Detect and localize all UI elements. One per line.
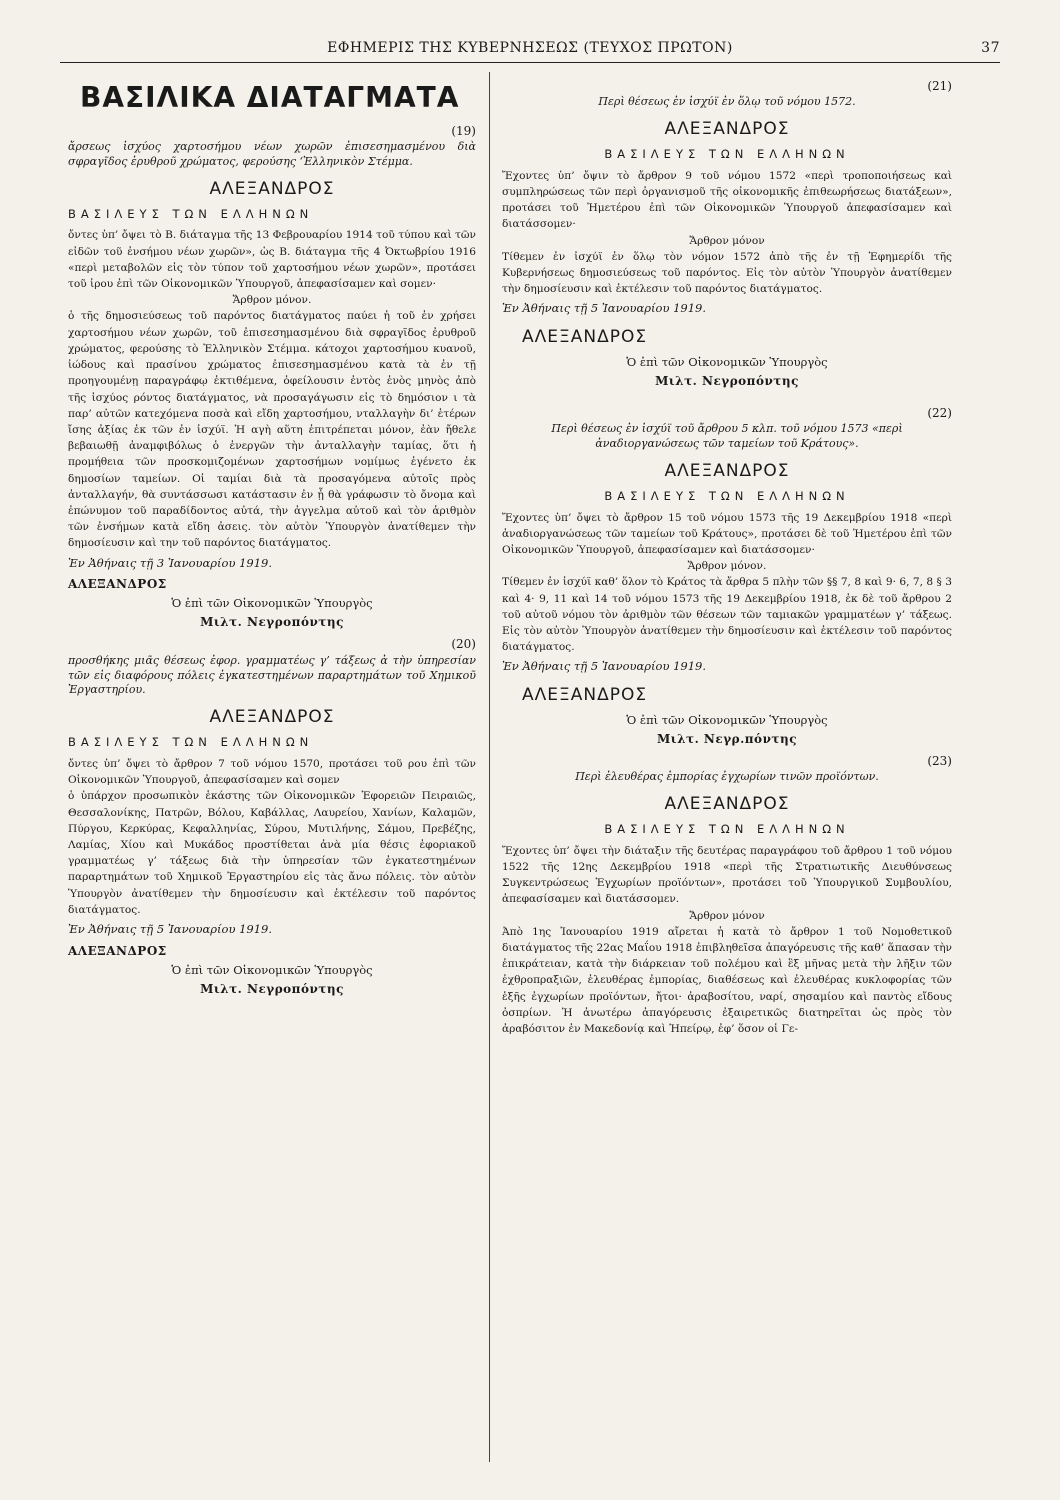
- decree-subject: Περὶ θέσεως ἐν ἰσχύϊ ἐν ὅλῳ τοῦ νόμου 1572.: [598, 95, 856, 109]
- decree-subject: Περὶ θέσεως ἐν ἰσχύϊ τοῦ ἄρθρου 5 κλπ. τοῦ νόμου 1573 «περὶ ἀναδιοργανώσεως τῶν ταμείων τοῦ Κράτους».: [551, 422, 903, 451]
- signature-king: ΑΛΕΞΑΝΔΡΟΣ: [522, 327, 648, 348]
- decree-body: Τίθεμεν ἐν ἰσχύϊ ἐν ὅλῳ τὸν νόμον 1572 ἀπὸ τῆς ἐν τῇ Ἐφημερίδι τῆς Κυβερνήσεως δημοσιεύσεως τοῦ παρόντος. Εἰς τὸν αὐτὸν Ὑπουργὸν ἀνατίθεμεν τὴν δημοσίευσιν καὶ ἐκτέλεσιν τοῦ παρόντος διατάγματος.: [502, 250, 952, 296]
- decree-preamble: ὄντες ὑπ’ ὄψει τὸ ἄρθρον 7 τοῦ νόμου 1570, προτάσει τοῦ ρου ἐπὶ τῶν Οἰκονομικῶν Ὑπουργοῦ, ἀπεφασίσαμεν καὶ σομεν: [68, 757, 476, 787]
- article-heading: Ἄρθρον μόνον: [689, 234, 765, 247]
- minister-name: Μιλτ. Νεγροπόντης: [200, 615, 344, 630]
- king-title: ΒΑΣΙΛΕΥΣ ΤΩΝ ΕΛΛΗΝΩΝ: [604, 822, 850, 837]
- decree-body: ὁ ὑπάρχον προσωπικὸν ἑκάστης τῶν Οἰκονομικῶν Ἐφορειῶν Πειραιῶς, Θεσσαλονίκης, Πατρῶν, Βόλου, Καβάλλας, Λαυρείου, Χανίων, Καλαμῶν, Πύργου, Κερκύρας, Κεφαλληνίας, Σύρου, Μυτιλήνης, Σάμου, Πρεβέζης, Λαμίας, Χίου καὶ Μυκάδος προστίθεται ἀνὰ μία θέσις ἐφοριακοῦ γραμματέως γ’ τάξεως διὰ τὴν ὑπηρεσίαν τῶν ἐγκατεστημένων παραρτημάτων τοῦ Χημικοῦ Ἐργαστηρίου εἰς τὰς ἄνω πόλεις. τὸν αὐτὸν Ὑπουργὸν ἀνατίθεμεν τὴν δημοσίευσιν καὶ ἐκτέλεσιν τοῦ παρόντος διατάγματος.: [68, 790, 476, 916]
- column-divider: [489, 72, 490, 1462]
- decree-number: (20): [451, 637, 476, 652]
- king-name: ΑΛΕΞΑΝΔΡΟΣ: [209, 707, 335, 728]
- article-heading: Ἄρθρον μόνον: [689, 909, 765, 922]
- decree-23: [502, 752, 952, 1037]
- king-title: ΒΑΣΙΛΕΥΣ ΤΩΝ ΕΛΛΗΝΩΝ: [604, 147, 850, 162]
- page-header: [60, 40, 1000, 63]
- decree-preamble: ὄντες ὑπ’ ὄψει τὸ Β. διάταγμα τῆς 13 Φεβρουαρίου 1914 τοῦ τύπου καὶ τῶν εἰδῶν τοῦ ἐνσήμου νέων χωρῶν», ὡς Β. διάταγμα τῆς 4 Ὀκτωβρίου 1916 «περὶ μεταβολῶν εἰς τὸν τύπον τοῦ χαρτοσήμου νέων χωρῶν», προτάσει τοῦ ἰρου ἐπὶ τῶν Οἰκονομικῶν Ὑπουργοῦ, ἀπεφασίσαμεν καὶ σομεν·: [68, 229, 476, 291]
- decree-body: Τίθεμεν ἐν ἰσχύϊ καθ’ ὅλον τὸ Κράτος τὰ ἄρθρα 5 πλὴν τῶν §§ 7, 8 καὶ 9· 6, 7, 8 § 3 καὶ 4· 9, 11 καὶ 14 τοῦ νόμου 1573 τῆς 19 Δεκεμβρίου 1918, ἐκ δὲ τοῦ ἄρθρου 2 τοῦ αὐτοῦ νόμου τὸν ἀριθμὸν τῶν θέσεων τῶν ταμιακῶν γραμματέων γ’ τάξεως. Εἰς τὸν αὐτὸν Ὑπουργὸν ἀνατίθεμεν τὴν δημοσίευσιν καὶ ἐκτέλεσιν τοῦ παρόντος διατάγματος.: [502, 576, 952, 654]
- decree-date: Ἐν Ἀθήναις τῇ 3 Ἰανουαρίου 1919.: [68, 555, 273, 570]
- minister-name: Μιλτ. Νεγροπόντης: [200, 981, 344, 996]
- minister-role: Ὁ ἐπὶ τῶν Οἰκονομικῶν Ὑπουργὸς: [171, 596, 373, 611]
- minister-role: Ὁ ἐπὶ τῶν Οἰκονομικῶν Ὑπουργὸς: [171, 962, 373, 977]
- decree-date: Ἐν Ἀθήναις τῇ 5 Ἰανουαρίου 1919.: [68, 921, 273, 936]
- king-title: ΒΑΣΙΛΕΥΣ ΤΩΝ ΕΛΛΗΝΩΝ: [68, 735, 314, 750]
- minister-role: Ὁ ἐπὶ τῶν Οἰκονομικῶν Ὑπουργὸς: [626, 355, 828, 370]
- king-name: ΑΛΕΞΑΝΔΡΟΣ: [664, 461, 790, 482]
- king-title: ΒΑΣΙΛΕΥΣ ΤΩΝ ΕΛΛΗΝΩΝ: [68, 206, 314, 221]
- decree-preamble: Ἔχοντες ὑπ’ ὄψει τὴν διάταξιν τῆς δευτέρας παραγράφου τοῦ ἄρθρου 1 τοῦ νόμου 1522 τῆς 12ης Δεκεμβρίου 1918 «περὶ τῆς Στρατιωτικῆς Διευθύνσεως Συγκεντρώσεως Ἐγχωρίων προϊόντων», προτάσει τοῦ Ὑπουργικοῦ Συμβουλίου, ἀπεφασίσαμεν καὶ διατάσσομεν.: [502, 844, 952, 906]
- signature-king: ΑΛΕΞΑΝΔΡΟΣ: [68, 943, 167, 958]
- decree-20: [68, 635, 476, 997]
- decree-22: [502, 404, 952, 748]
- right-column: [502, 75, 952, 1037]
- minister-role: Ὁ ἐπὶ τῶν Οἰκονομικῶν Ὑπουργὸς: [626, 713, 828, 728]
- decree-preamble: Ἔχοντες ὑπ’ ὄψει τὸ ἄρθρον 15 τοῦ νόμου 1573 τῆς 19 Δεκεμβρίου 1918 «περὶ ἀναδιοργανώσεως τῶν ταμείων τοῦ Κράτους», προτάσει δὲ τοῦ Ἡμετέρου ἐπὶ τῶν Οἰκονομικῶν Ὑπουργοῦ, ἀπεφασίσαμεν καὶ διατάσσομεν·: [502, 511, 952, 557]
- decree-preamble: Ἔχοντες ὑπ’ ὄψιν τὸ ἄρθρον 9 τοῦ νόμου 1572 «περὶ τροποποιήσεως καὶ συμπληρώσεως τῶν περὶ ὀργανισμοῦ τῆς οἰκονομικῆς ἐπιθεωρήσεως διατάξεων», προτάσει τοῦ Ἡμετέρου ἐπὶ τῶν Οἰκονομικῶν Ὑπουργοῦ ἀπεφασίσαμεν καὶ διατάσσομεν·: [502, 169, 952, 231]
- decree-subject: προσθήκης μιᾶς θέσεως ἐφορ. γραμματέως γ’ τάξεως ἀ τὴν ὑπηρεσίαν τῶν εἰς διαφόρους πόλεις ἐγκατεστημένων παραρτημάτων τοῦ Χημικοῦ Ἐργαστηρίου.: [68, 653, 476, 697]
- decree-number: (22): [927, 405, 952, 420]
- decree-body: Ἀπὸ 1ης Ἰανουαρίου 1919 αἴρεται ἡ κατὰ τὸ ἄρθρον 1 τοῦ Νομοθετικοῦ διατάγματος τῆς 22ας Μαΐου 1918 ἐπιβληθεῖσα ἀπαγόρευσις τῆς καθ’ ἅπασαν τὴν ἐπικράτειαν, κατὰ τὴν διάρκειαν τοῦ πολέμου καὶ ἓξ μῆνας μετὰ τὴν λῆξιν τῶν ἐχθροπραξιῶν, ἐλευθέρας ἐμπορίας, διαθέσεως καὶ ἐλευθέρας κυκλοφορίας τῶν ἑξῆς ἐγχωρίων προϊόντων, ἤτοι· ἀραβοσίτου, ναρί, σησαμίου καὶ παντὸς εἴδους ὀσπρίων. Ἡ ἀνωτέρω ἀπαγόρευσις ἐξαιρετικῶς διατηρεῖται ὡς πρὸς τὸν ἀραβόσιτον ἐν Μακεδονίᾳ καὶ Ἠπείρῳ, ἐφ’ ὅσον οἱ Γε-: [502, 925, 952, 1036]
- decree-21: [502, 77, 952, 390]
- minister-name: Μιλτ. Νεγροπόντης: [655, 373, 799, 388]
- signature-king: ΑΛΕΞΑΝΔΡΟΣ: [68, 577, 167, 592]
- king-name: ΑΛΕΞΑΝΔΡΟΣ: [209, 178, 335, 199]
- decree-date: Ἐν Ἀθήναις τῇ 5 Ἰανουαρίου 1919.: [502, 659, 707, 674]
- decree-date: Ἐν Ἀθήναις τῇ 5 Ἰανουαρίου 1919.: [502, 301, 707, 316]
- decree-subject: Περὶ ἐλευθέρας ἐμπορίας ἐγχωρίων τινῶν προϊόντων.: [575, 770, 879, 784]
- article-heading: Ἄρθρον μόνον.: [232, 294, 312, 307]
- decree-number: (21): [927, 79, 952, 93]
- article-heading: Ἄρθρον μόνον.: [687, 560, 767, 573]
- page-number: 37: [981, 40, 1000, 56]
- left-column: [68, 75, 476, 1002]
- section-title: ΒΑΣΙΛΙΚΑ ΔΙΑΤΑΓΜΑΤΑ: [80, 81, 460, 114]
- decree-19: [68, 122, 476, 632]
- king-title: ΒΑΣΙΛΕΥΣ ΤΩΝ ΕΛΛΗΝΩΝ: [604, 489, 850, 504]
- decree-number: (19): [451, 123, 476, 138]
- decree-body: ὁ τῆς δημοσιεύσεως τοῦ παρόντος διατάγματος παύει ἡ τοῦ ἐν χρήσει χαρτοσήμου νέων χωρῶν, τοῦ ἐπισεσημασμένου διὰ σφραγῖδος ἐρυθροῦ χρώματος, φερούσης τὸ Ἑλληνικὸν Στέμμα. κάτοχοι χαρτοσήμου κυανοῦ, ἰώδους καὶ πρασίνου χρώματος ἐπισεσημασμένου κατὰ τὰ ἐν τῇ προηγουμένῃ παραγράφῳ ἐκτιθέμενα, ὀφείλουσιν ἐντὸς ἑνὸς μηνὸς ἀπὸ τῆς ἰσχύος ρόντος διατάγματος, νὰ προσαγάγωσιν εἰς τὸ δημόσιον ι τὰ παρ’ αὐτῶν κατεχόμενα ποσὰ καὶ εἴδη χαρτοσήμου, νταλλαγὴν δι’ ἑτέρων ἴσης ἀξίας ἐκ τῶν ἐν ἰσχύϊ. Ἡ αγὴ αὕτη ἐπιτρέπεται μόνον, ἐὰν ἤθελε βεβαιωθῇ ἀναμφιβόλως ὁ ἐνεργῶν τὴν ἀνταλλαγὴν ταμίας, ὅτι ἡ προμήθεια τῶν προσκομιζομένων χαρτοσήμων νομίμως ἐγένετο ἐκ δημοσίων ταμείων. Οἱ ταμίαι διὰ τὰ προσαγόμενα αὐτοῖς πρὸς ἀνταλλαγήν, θὰ συντάσσωσι κατάστασιν ἐν ᾗ θὰ γράφωσιν τὸ ὄνομα καὶ ἐπώνυμον τοῦ παραδίδοντος αὐτά, τὴν ἀγγελμα αὐτοῦ καὶ τὸν ἀριθμὸν τῶν ἐνσήμων κατὰ εἴδη ἀσεις. τὸν αὐτὸν Ὑπουργὸν ἀνατίθεμεν τὴν δημοσίευσιν καὶ την τοῦ παρόντος διατάγματος.: [68, 310, 476, 550]
- king-name: ΑΛΕΞΑΝΔΡΟΣ: [664, 794, 790, 815]
- signature-king: ΑΛΕΞΑΝΔΡΟΣ: [522, 685, 648, 706]
- king-name: ΑΛΕΞΑΝΔΡΟΣ: [664, 119, 790, 140]
- decree-subject: ἄρσεως ἰσχύος χαρτοσήμου νέων χωρῶν ἐπισεσημασμένου διὰ σφραγῖδος ἐρυθροῦ χρώματος, φερούσης ‘Ἑλληνικὸν Στέμμα.: [68, 140, 476, 169]
- gazette-title: ΕΦΗΜΕΡΙΣ ΤΗΣ ΚΥΒΕΡΝΗΣΕΩΣ (ΤΕΥΧΟΣ ΠΡΩΤΟΝ): [327, 40, 733, 56]
- decree-number: (23): [927, 753, 952, 768]
- minister-name: Μιλτ. Νεγρ.πόντης: [657, 731, 797, 746]
